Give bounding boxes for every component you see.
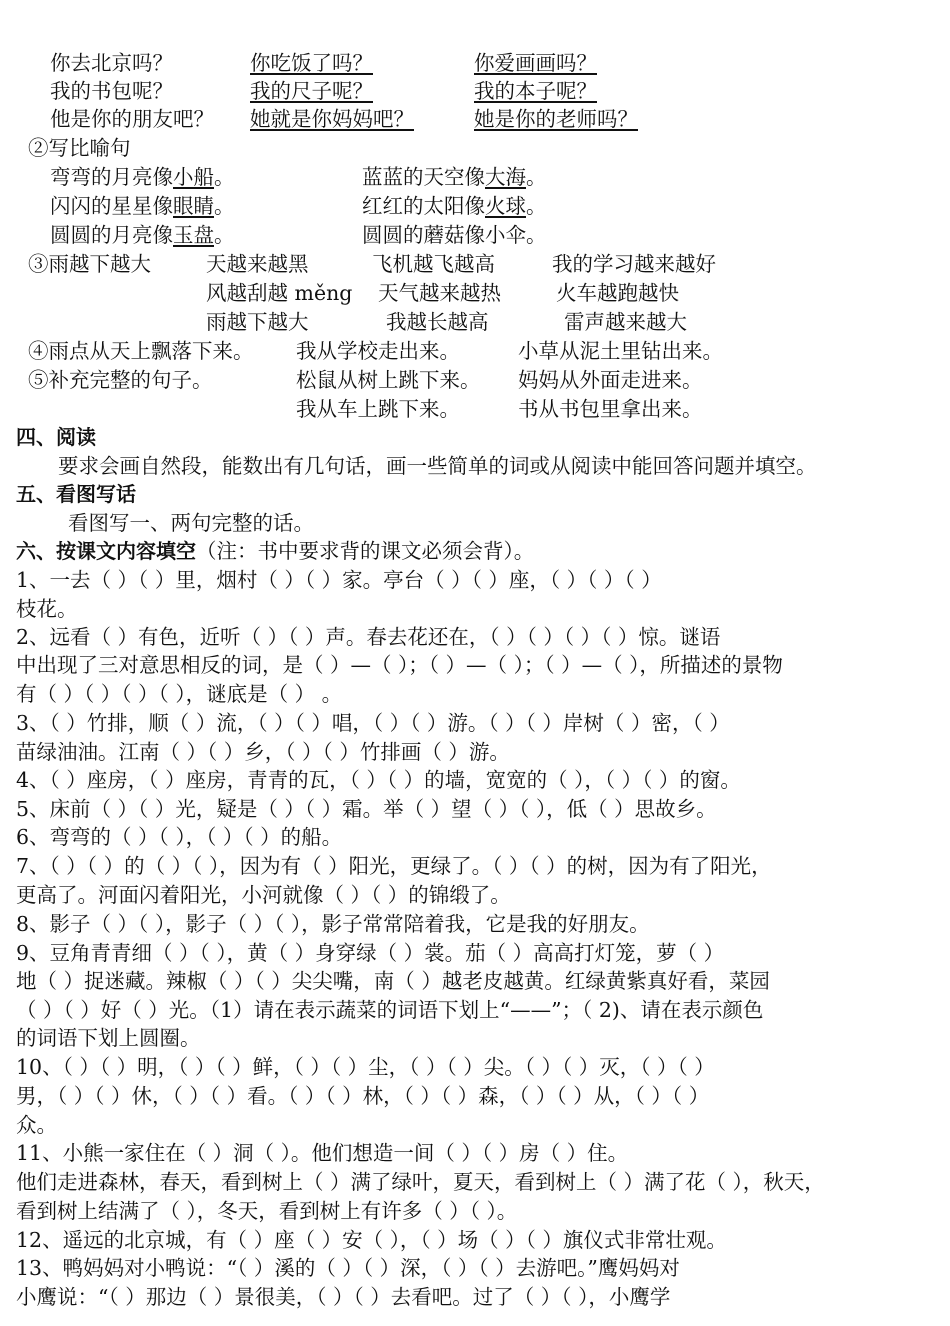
yue-r2-a: 风越刮越 měng: [206, 281, 353, 305]
item4-b: 小草从泥土里钻出来。: [518, 339, 723, 363]
fill-line: 男，（ ）（ ）休，（ ）（ ）看。（ ）（ ）林，（ ）（ ）森，（ ）（ ）从，（ ）（ ）: [16, 1084, 710, 1108]
fill-line: 众。: [16, 1113, 57, 1137]
section4-body: 要求会画自然段，能数出有几句话，画一些简单的词或从阅读中能回答问题并填空。: [58, 454, 817, 478]
fill-line: 他们走进森林，春天，看到树上（ ）满了绿叶，夏天，看到树上（ ）满了花（ ），秋天，: [16, 1170, 825, 1194]
simile-l1-a-answer: 小船: [173, 165, 214, 189]
simile-l1-b-pre: 蓝蓝的天空像: [362, 165, 485, 189]
simile-l2-a: [50, 193, 235, 219]
q-r2-c: 我的本子呢？: [474, 79, 597, 103]
fill-line: 有（ ）（ ）（ ）（ ），谜底是（ ） 。: [16, 682, 343, 706]
yue-label: ③雨越下越大: [28, 252, 151, 276]
simile-l3-a: [50, 222, 235, 248]
fill-line: 的词语下划上圆圈。: [16, 1026, 201, 1050]
fill-line: 9、豆角青青细（ ）（ ），黄（ ）身穿绿（ ）裳。茄（ ）高高打灯笼，萝（ ）: [16, 941, 725, 965]
section4-title: 四、阅读: [16, 425, 96, 449]
simile-l1-b-answer: 大海: [485, 165, 526, 189]
yue-r3-b: 我越长越高: [386, 310, 489, 334]
simile-l1-b-end: 。: [526, 165, 547, 189]
simile-l3-a-answer: 玉盘: [173, 223, 214, 247]
yue-r2-c: 火车越跑越快: [556, 281, 679, 305]
q-r1-a: 你去北京吗？: [50, 51, 173, 75]
simile-l3-b: 圆圆的蘑菇像小伞。: [362, 223, 547, 247]
simile-l2-a-end: 。: [214, 194, 235, 218]
fill-line: 中出现了三对意思相反的词，是（ ）—（ ）；（ ）—（ ）；（ ）—（ ），所描述的景物: [16, 653, 783, 677]
fill-line: 地（ ）捉迷藏。辣椒（ ）（ ）尖尖嘴，南（ ）越老皮越黄。红绿黄紫真好看，菜园: [16, 969, 770, 993]
section6-title: 六、按课文内容填空: [16, 539, 196, 563]
simile-l2-a-pre: 闪闪的星星像: [50, 194, 173, 218]
q-r3-a: 他是你的朋友吧？: [50, 107, 214, 131]
section5-title: 五、看图写话: [16, 482, 136, 506]
fill-line: 1、一去（ ）（ ）里，烟村（ ）（ ）家。亭台（ ）（ ）座，（ ）（ ）（ ）: [16, 568, 662, 592]
item5-c: 我从车上跳下来。: [296, 397, 460, 421]
fill-line: 7、（ ）（ ）的（ ）（ ），因为有（ ）阳光，更绿了。（ ）（ ）的树，因为有了阳光，: [16, 854, 772, 878]
fill-line: 12、遥远的北京城，有（ ）座（ ）安（ ），（ ）场（ ）（ ）旗仪式非常壮观。: [16, 1228, 727, 1252]
fill-line: 11、小熊一家住在（ ）洞（ ）。他们想造一间（ ）（ ）房（ ）住。: [16, 1141, 629, 1165]
simile-l1-a-end: 。: [214, 165, 235, 189]
simile-l2-b: [362, 193, 547, 219]
fill-line: 4、（ ）座房，（ ）座房，青青的瓦，（ ）（ ）的墙，宽宽的（ ），（ ）（ ）的窗。: [16, 768, 741, 792]
fill-line: 13、鸭妈妈对小鸭说：“（ ）溪的（ ）（ ）深，（ ）（ ）去游吧。”鹰妈妈对: [16, 1256, 680, 1280]
yue-r1-b: 飞机越飞越高: [372, 252, 495, 276]
fill-line: 更高了。河面闪着阳光，小河就像（ ）（ ）的锦缎了。: [16, 883, 511, 907]
yue-r3-a: 雨越下越大: [206, 310, 309, 334]
item5-b: 妈妈从外面走进来。: [518, 368, 703, 392]
section5-body: 看图写一、两句完整的话。: [68, 511, 314, 535]
fill-line: （ ）（ ）好（ ）光。（1）请在表示蔬菜的词语下划上“——”；（ 2)、请在表示颜色: [16, 998, 764, 1022]
section6-heading: [16, 538, 534, 564]
fill-line: 3、（ ）竹排，顺（ ）流，（ ）（ ）唱，（ ）（ ）游。（ ）（ ）岸树（ ）密，（ ）: [16, 711, 730, 735]
fill-line: 苗绿油油。江南（ ）（ ）乡，（ ）（ ）竹排画（ ）游。: [16, 740, 510, 764]
simile-l2-b-answer: 火球: [485, 194, 526, 218]
simile-l3-a-pre: 圆圆的月亮像: [50, 223, 173, 247]
simile-l2-b-pre: 红红的太阳像: [362, 194, 485, 218]
fill-line: 2、远看（ ）有色，近听（ ）（ ）声。春去花还在，（ ）（ ）（ ）（ ）惊。谜语: [16, 625, 721, 649]
item5-label: ⑤补充完整的句子。: [28, 368, 213, 392]
simile-l2-a-answer: 眼睛: [173, 194, 214, 218]
fill-line: 看到树上结满了（ ），冬天，看到树上有许多（ ）（ ）。: [16, 1199, 518, 1223]
simile-title: ②写比喻句: [28, 136, 131, 160]
q-r1-b: 你吃饭了吗？: [250, 51, 373, 75]
simile-l2-b-end: 。: [526, 194, 547, 218]
yue-r2-b: 天气越来越热: [378, 281, 501, 305]
fill-line: 8、影子（ ）（ ），影子（ ）（ ），影子常常陪着我，它是我的好朋友。: [16, 912, 650, 936]
fill-line: 10、（ ）（ ）明，（ ）（ ）鲜，（ ）（ ）尘，（ ）（ ）尖。（ ）（ ）灭，（ ）（ ）: [16, 1055, 715, 1079]
item5-d: 书从书包里拿出来。: [518, 397, 703, 421]
q-r2-a: 我的书包呢？: [50, 79, 173, 103]
yue-r1-a: 天越来越黑: [206, 252, 309, 276]
item5-a: 松鼠从树上跳下来。: [296, 368, 481, 392]
q-r3-b: 她就是你妈妈吧？: [250, 107, 414, 131]
simile-l1-a-pre: 弯弯的月亮像: [50, 165, 173, 189]
fill-line: 6、弯弯的（ ）（ ），（ ）（ ）的船。: [16, 825, 343, 849]
fill-line: 5、床前（ ）（ ）光，疑是（ ）（ ）霜。举（ ）望（ ）（ ），低（ ）思故乡。: [16, 797, 717, 821]
simile-l3-a-end: 。: [214, 223, 235, 247]
simile-l1-a: [50, 164, 235, 190]
section6-note: （注：书中要求背的课文必须会背）。: [196, 539, 535, 563]
fill-line: 小鹰说：“（ ）那边（ ）景很美，（ ）（ ）去看吧。过了（ ）（ ），小鹰学: [16, 1285, 671, 1309]
simile-l1-b: [362, 164, 547, 190]
yue-r3-c: 雷声越来越大: [564, 310, 687, 334]
item4-a: 我从学校走出来。: [296, 339, 460, 363]
q-r1-c: 你爱画画吗？: [474, 51, 597, 75]
q-r3-c: 她是你的老师吗？: [474, 107, 638, 131]
item4-label: ④雨点从天上飘落下来。: [28, 339, 254, 363]
yue-r1-c: 我的学习越来越好: [552, 252, 716, 276]
fill-line: 枝花。: [16, 597, 78, 621]
q-r2-b: 我的尺子呢？: [250, 79, 373, 103]
